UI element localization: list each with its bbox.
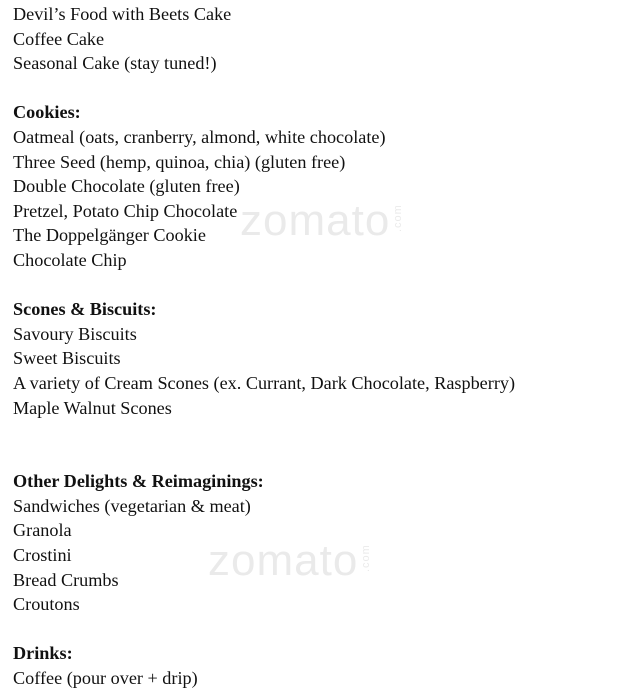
- drinks-section: [13, 641, 615, 690]
- menu-item: Croutons: [13, 594, 80, 615]
- menu-item: Chocolate Chip: [13, 249, 127, 270]
- other-section: [13, 469, 615, 617]
- menu-item: Double Chocolate (gluten free): [13, 176, 240, 197]
- menu-item: Sandwiches (vegetarian & meat): [13, 495, 251, 516]
- menu-item: Three Seed (hemp, quinoa, chia) (gluten free): [13, 151, 346, 172]
- watermark-suffix: .com: [392, 204, 405, 232]
- section-spacer: [13, 617, 615, 642]
- section-spacer: [13, 420, 615, 469]
- section-spacer: [13, 76, 615, 101]
- menu-item: Sweet Biscuits: [13, 348, 121, 369]
- menu-item: Pretzel, Potato Chip Chocolate: [13, 200, 238, 221]
- menu-item: Coffee Cake: [13, 28, 105, 49]
- cakes-section: [13, 2, 615, 76]
- menu-item: A variety of Cream Scones (ex. Currant, Dark Chocolate, Raspberry): [13, 372, 516, 393]
- menu-item: The Doppelgänger Cookie: [13, 225, 206, 246]
- menu-item: Granola: [13, 520, 72, 541]
- section-heading-drinks: Drinks:: [13, 643, 73, 664]
- section-heading-cookies: Cookies:: [13, 102, 81, 123]
- menu-item: Savoury Biscuits: [13, 323, 137, 344]
- menu-item: Crostini: [13, 545, 72, 566]
- menu-document: [13, 2, 615, 691]
- watermark-suffix: .com: [360, 544, 373, 572]
- section-heading-scones: Scones & Biscuits:: [13, 299, 157, 320]
- menu-item: Maple Walnut Scones: [13, 397, 172, 418]
- menu-item: Devil’s Food with Beets Cake: [13, 4, 232, 24]
- cookies-section: [13, 100, 615, 272]
- watermark-text: zomato: [208, 536, 359, 585]
- menu-item: Seasonal Cake (stay tuned!): [13, 53, 217, 74]
- section-spacer: [13, 273, 615, 298]
- section-heading-other: Other Delights & Reimaginings:: [13, 471, 264, 492]
- menu-item: Coffee (pour over + drip): [13, 668, 198, 689]
- scones-section: [13, 297, 615, 420]
- watermark-text: zomato: [240, 196, 391, 245]
- menu-item: Oatmeal (oats, cranberry, almond, white chocolate): [13, 126, 386, 147]
- menu-item: Bread Crumbs: [13, 569, 119, 590]
